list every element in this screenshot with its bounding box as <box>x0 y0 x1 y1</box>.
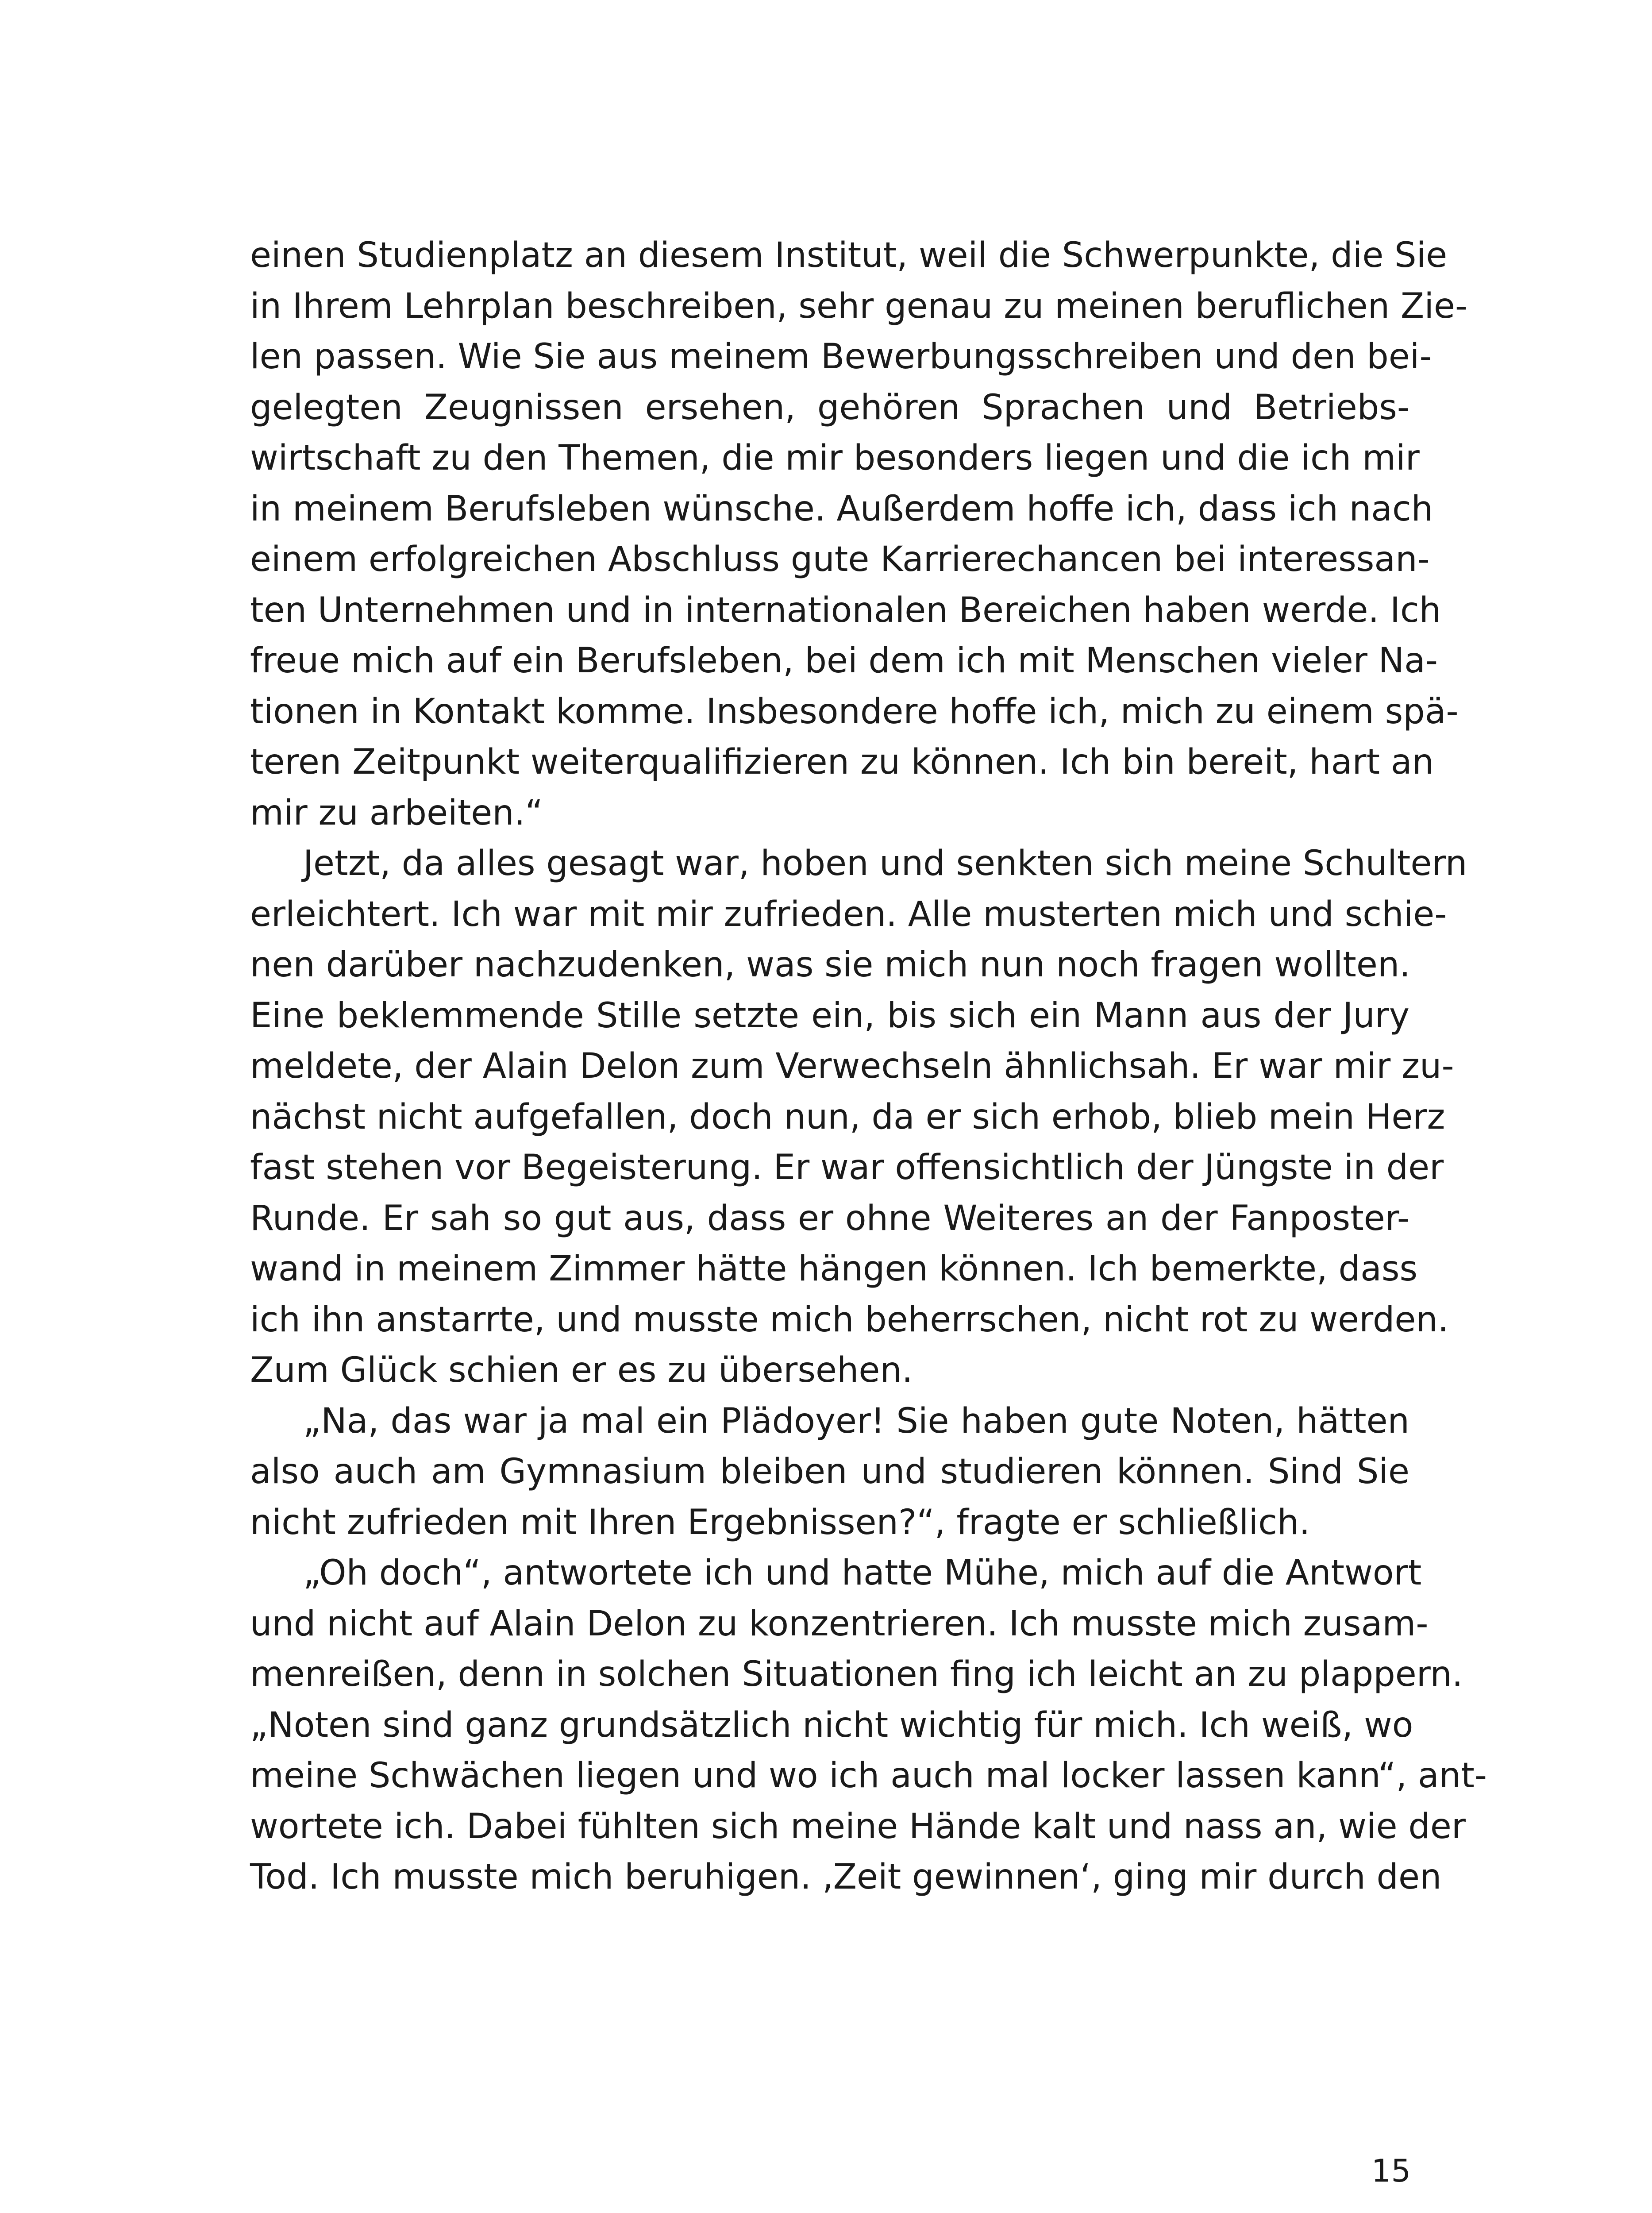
text-line: wirtschaft zu den Themen, die mir besonders liegen und die ich mir <box>250 438 1420 478</box>
paragraph <box>250 838 1467 1396</box>
body-text <box>250 230 1487 1903</box>
text-line: Tod. Ich musste mich beruhigen. ‚Zeit gewinnen‘, ging mir durch den <box>250 1857 1442 1897</box>
text-line: „Na, das war ja mal ein Plädoyer! Sie haben gute Noten, hätten <box>303 1401 1409 1441</box>
text-line: Runde. Er sah so gut aus, dass er ohne Weiteres an der Fanposter- <box>250 1198 1409 1238</box>
text-line: meldete, der Alain Delon zum Verwechseln ähnlichsah. Er war mir zu- <box>250 1046 1454 1086</box>
text-line: nen darüber nachzudenken, was sie mich nun noch fragen wollten. <box>250 945 1411 985</box>
paragraph <box>250 1548 1487 1903</box>
text-line: meine Schwächen liegen und wo ich auch mal locker lassen kann“, ant- <box>250 1756 1487 1796</box>
text-line: wand in meinem Zimmer hätte hängen können. Ich bemerkte, dass <box>250 1249 1418 1289</box>
text-line: nächst nicht aufgefallen, doch nun, da er sich erhob, blieb mein Herz <box>250 1097 1445 1137</box>
text-line: gelegten Zeugnissen ersehen, gehören Sprachen und Betriebs- <box>250 387 1409 428</box>
text-line: ich ihn anstarrte, und musste mich beherrschen, nicht rot zu werden. <box>250 1299 1449 1340</box>
text-line: teren Zeitpunkt weiterqualifizieren zu können. Ich bin bereit, hart an <box>250 742 1434 782</box>
paragraph <box>250 230 1468 838</box>
text-line: tionen in Kontakt komme. Insbesondere hoffe ich, mich zu einem spä- <box>250 691 1459 732</box>
text-line: Zum Glück schien er es zu übersehen. <box>250 1350 913 1390</box>
text-line: fast stehen vor Begeisterung. Er war offensichtlich der Jüngste in der <box>250 1148 1444 1187</box>
text-line: Jetzt, da alles gesagt war, hoben und senkten sich meine Schultern <box>303 844 1467 883</box>
page-number: 15 <box>1371 2153 1411 2189</box>
text-line: freue mich auf ein Berufsleben, bei dem ich mit Menschen vieler Na- <box>250 641 1438 681</box>
text-line: „Oh doch“, antwortete ich und hatte Mühe, mich auf die Antwort <box>303 1553 1422 1593</box>
text-line: „Noten sind ganz grundsätzlich nicht wichtig für mich. Ich weiß, wo <box>250 1705 1413 1745</box>
text-line: wortete ich. Dabei fühlten sich meine Hände kalt und nass an, wie der <box>250 1806 1466 1847</box>
text-line: menreißen, denn in solchen Situationen fing ich leicht an zu plappern. <box>250 1654 1463 1694</box>
text-line: einen Studienplatz an diesem Institut, weil die Schwerpunkte, die Sie <box>250 235 1448 275</box>
text-line: nicht zufrieden mit Ihren Ergebnissen?“, fragte er schließlich. <box>250 1502 1310 1542</box>
text-line: in meinem Berufsleben wünsche. Außerdem hoffe ich, dass ich nach <box>250 489 1433 529</box>
text-line: ten Unternehmen und in internationalen Bereichen haben werde. Ich <box>250 590 1441 630</box>
text-line: in Ihrem Lehrplan beschreiben, sehr genau zu meinen beruflichen Zie- <box>250 286 1468 326</box>
text-line: Eine beklemmende Stille setzte ein, bis sich ein Mann aus der Jury <box>250 995 1409 1036</box>
text-line: und nicht auf Alain Delon zu konzentrieren. Ich musste mich zusam- <box>250 1604 1429 1644</box>
text-line: einem erfolgreichen Abschluss gute Karrierechancen bei interessan- <box>250 540 1430 579</box>
text-line: len passen. Wie Sie aus meinem Bewerbungsschreiben und den bei- <box>250 337 1432 377</box>
text-line: also auch am Gymnasium bleiben und studieren können. Sind Sie <box>250 1452 1409 1492</box>
text-line: erleichtert. Ich war mit mir zufrieden. Alle musterten mich und schie- <box>250 894 1447 934</box>
paragraph <box>250 1396 1409 1548</box>
text-line: mir zu arbeiten.“ <box>250 793 543 833</box>
